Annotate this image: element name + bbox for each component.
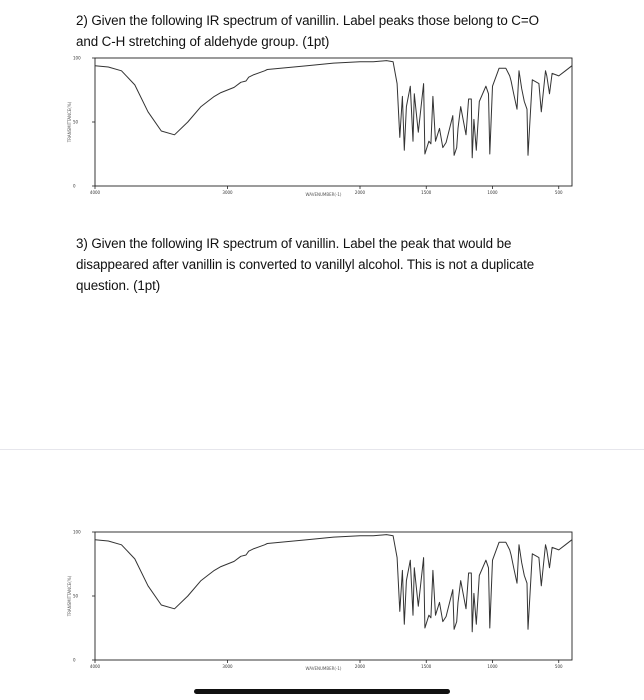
x-tick-label: 2000 <box>354 190 366 195</box>
x-tick-label: 3000 <box>222 664 233 669</box>
y-tick-label: 0 <box>73 657 76 663</box>
section-divider <box>0 449 644 450</box>
question-3-text <box>76 233 576 296</box>
y-tick-label: 50 <box>73 593 79 599</box>
x-tick-label: 1000 <box>487 664 498 669</box>
y-tick-label: 100 <box>73 55 81 61</box>
y-axis-label: TRANSMITTANCE(%) <box>67 575 72 617</box>
y-tick-label: 0 <box>73 183 76 189</box>
ir-spectrum-chart-1 <box>0 50 644 200</box>
x-tick-label: 2000 <box>354 664 366 669</box>
y-tick-label: 50 <box>73 119 79 125</box>
ir-spectrum-chart-2 <box>0 524 644 674</box>
question-3-line-2: disappeared after vanillin is converted to vanillyl alcohol. This is not a duplicate <box>76 257 535 272</box>
y-tick-label: 100 <box>73 529 81 535</box>
x-tick-label: 4000 <box>89 190 101 195</box>
x-tick-label: 500 <box>554 190 563 195</box>
question-2-text <box>76 10 576 52</box>
spectrum-trace <box>95 535 572 632</box>
x-tick-label: 1500 <box>421 664 432 669</box>
x-tick-label: 3000 <box>222 190 233 195</box>
home-indicator-bar <box>194 689 450 694</box>
spectrum-trace <box>95 61 572 158</box>
question-2-line-1: 2) Given the following IR spectrum of vanillin. Label peaks those belong to C=O <box>76 13 539 28</box>
question-3-line-1: 3) Given the following IR spectrum of vanillin. Label the peak that would be <box>76 236 512 251</box>
question-3-line-3: question. (1pt) <box>76 278 161 293</box>
plot-frame <box>95 532 572 660</box>
x-tick-label: 4000 <box>89 664 101 669</box>
y-axis-label: TRANSMITTANCE(%) <box>67 101 72 143</box>
x-tick-label: 500 <box>554 664 563 669</box>
x-axis-label: WAVENUMBER(-1) <box>305 192 342 197</box>
plot-frame <box>95 58 572 186</box>
x-tick-label: 1000 <box>487 190 498 195</box>
question-2-line-2: and C-H stretching of aldehyde group. (1pt) <box>76 34 330 49</box>
x-tick-label: 1500 <box>421 190 432 195</box>
x-axis-label: WAVENUMBER(-1) <box>305 666 342 671</box>
